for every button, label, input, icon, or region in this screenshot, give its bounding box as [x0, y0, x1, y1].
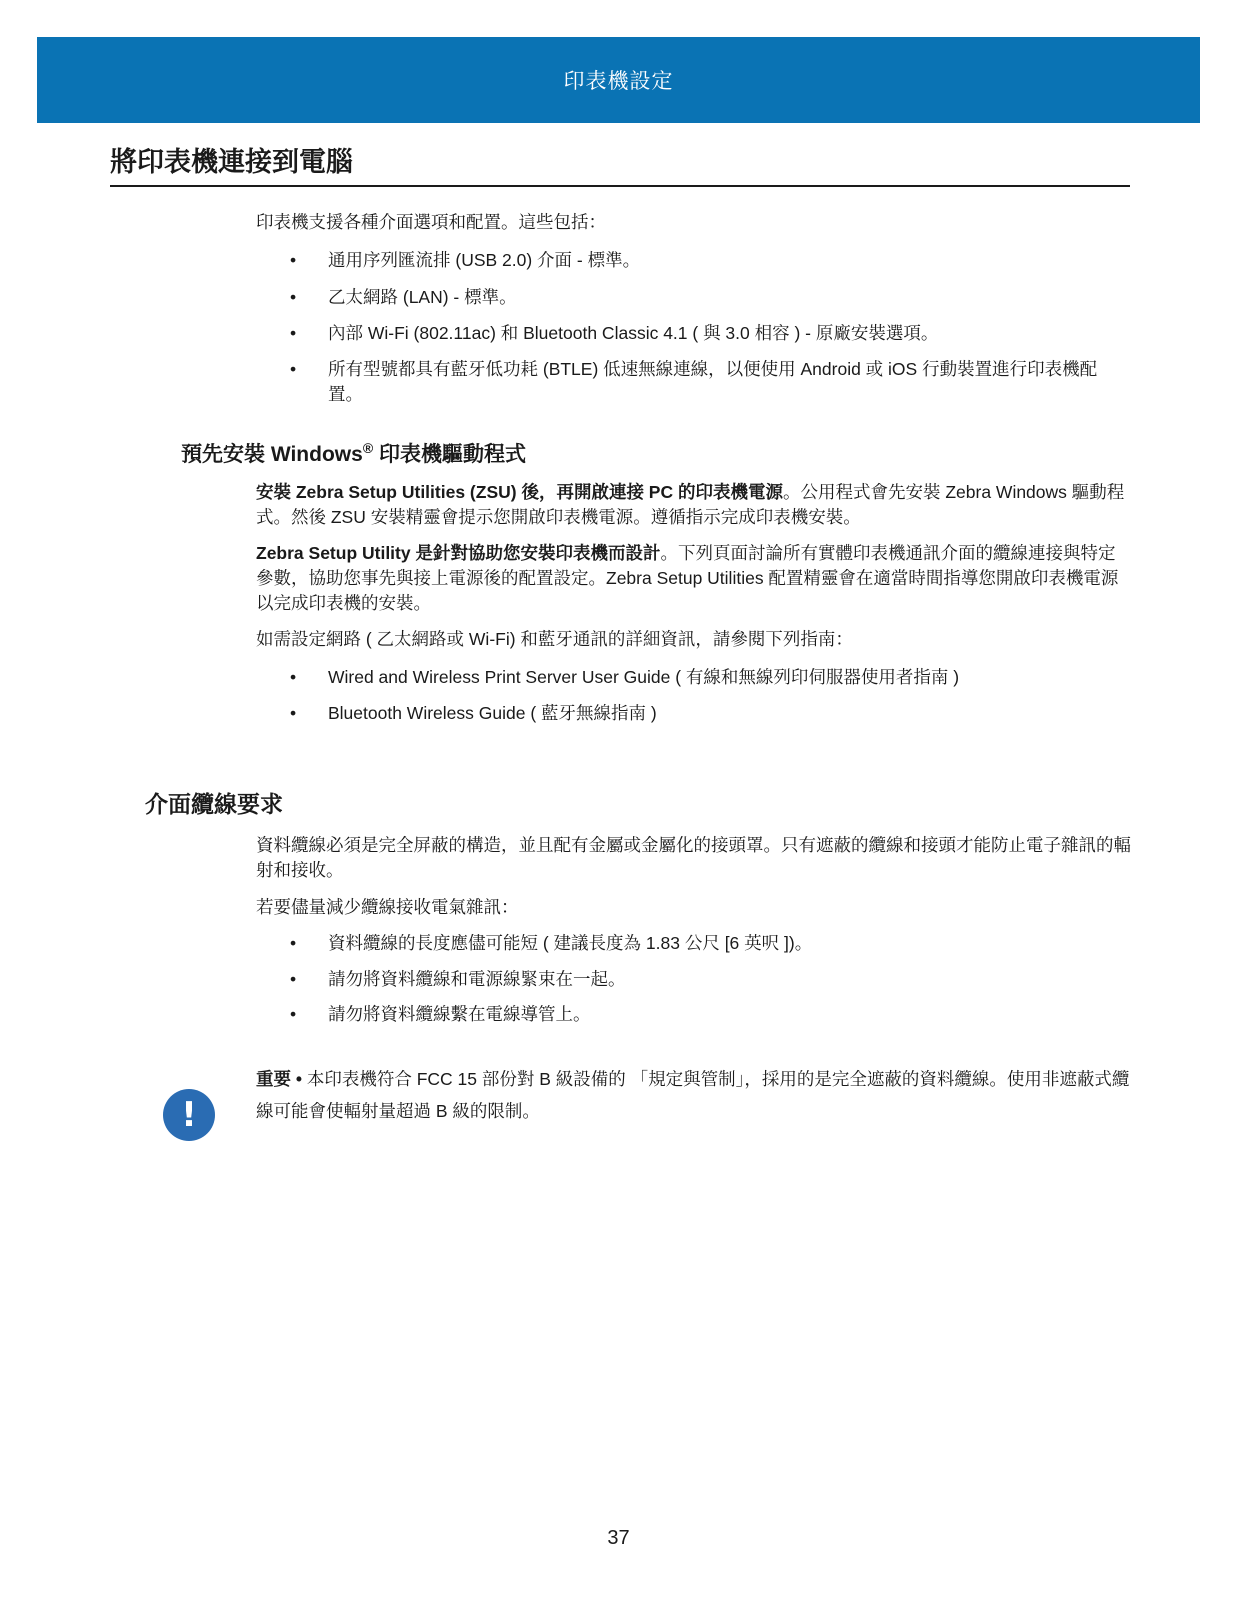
driver-paragraph-2: Zebra Setup Utility 是針對協助您安裝印表機而設計。下列頁面討論所有實體印表機通訊介面的纜線連接與特定參數，協助您事先與接上電源後的配置設定。Zebra Setup Utilities 配置精靈會在適當時間指導您開啟印表機電源以完成印表機的安裝。 — [256, 543, 1119, 613]
header-title: 印表機設定 — [563, 70, 674, 93]
list-item: • 請勿將資料纜線繫在電線導管上。 — [290, 1002, 1130, 1027]
exclamation-icon: ! — [163, 1089, 215, 1141]
bullet: • — [290, 703, 297, 723]
list-item: • 請勿將資料纜線和電源線緊束在一起。 — [290, 967, 1130, 992]
driver-paragraph-3: 如需設定網路 ( 乙太網路或 Wi-Fi) 和藍牙通訊的詳細資訊，請參閱下列指南： — [256, 629, 853, 649]
header-bar — [37, 37, 1200, 123]
bullet: • — [290, 1004, 297, 1024]
cable-paragraph-2: 若要儘量減少纜線接收電氣雜訊： — [256, 897, 519, 917]
list-item: • Wired and Wireless Print Server User Guide ( 有線和無線列印伺服器使用者指南 ) — [290, 665, 1130, 690]
bullet: • — [290, 323, 297, 343]
section-title-connect: 將印表機連接到電腦 — [110, 140, 1130, 187]
list-item: • 資料纜線的長度應儘可能短 ( 建議長度為 1.83 公尺 [6 英呎 ])。 — [290, 931, 1130, 956]
intro-paragraph: 印表機支援各種介面選項和配置。這些包括： — [256, 212, 606, 232]
list-item: • Bluetooth Wireless Guide ( 藍牙無線指南 ) — [290, 701, 1130, 726]
list-item: • 所有型號都具有藍牙低功耗 (BTLE) 低速無線連線，以便使用 Android 或 iOS 行動裝置進行印表機配置。 — [290, 359, 1098, 404]
bullet: • — [290, 359, 297, 379]
driver-paragraph-1: 安裝 Zebra Setup Utilities (ZSU) 後，再開啟連接 PC 的印表機電源。公用程式會先安裝 Zebra Windows 驅動程式。然後 ZSU 安裝精靈會提示您開啟印表機電源。遵循指示完成印表機安裝。 — [256, 482, 1125, 527]
section-title-cable: 介面纜線要求 — [145, 791, 283, 817]
bullet: • — [290, 250, 297, 270]
important-label: 重要 • — [256, 1069, 302, 1089]
bullet: • — [290, 933, 297, 953]
important-note: 重要 • 本印表機符合 FCC 15 部份對 B 級設備的 「規定與管制」，採用的是完全遮蔽的資料纜線。使用非遮蔽式纜線可能會使輻射量超過 B 級的限制。 — [256, 1069, 1130, 1121]
list-item: • 通用序列匯流排 (USB 2.0) 介面 - 標準。 — [290, 248, 1130, 273]
list-item: • 內部 Wi-Fi (802.11ac) 和 Bluetooth Classic 4.1 ( 與 3.0 相容 ) - 原廠安裝選項。 — [290, 321, 1130, 346]
list-item: • 乙太網路 (LAN) - 標準。 — [290, 285, 1130, 310]
bullet: • — [290, 969, 297, 989]
cable-paragraph-1: 資料纜線必須是完全屏蔽的構造，並且配有金屬或金屬化的接頭罩。只有遮蔽的纜線和接頭才能防止電子雜訊的輻射和接收。 — [256, 835, 1131, 880]
bullet: • — [290, 667, 297, 687]
page-number: 37 — [607, 1527, 630, 1549]
subsection-title-driver: 預先安裝 Windows® 印表機驅動程式 — [181, 440, 526, 466]
bullet: • — [290, 287, 297, 307]
